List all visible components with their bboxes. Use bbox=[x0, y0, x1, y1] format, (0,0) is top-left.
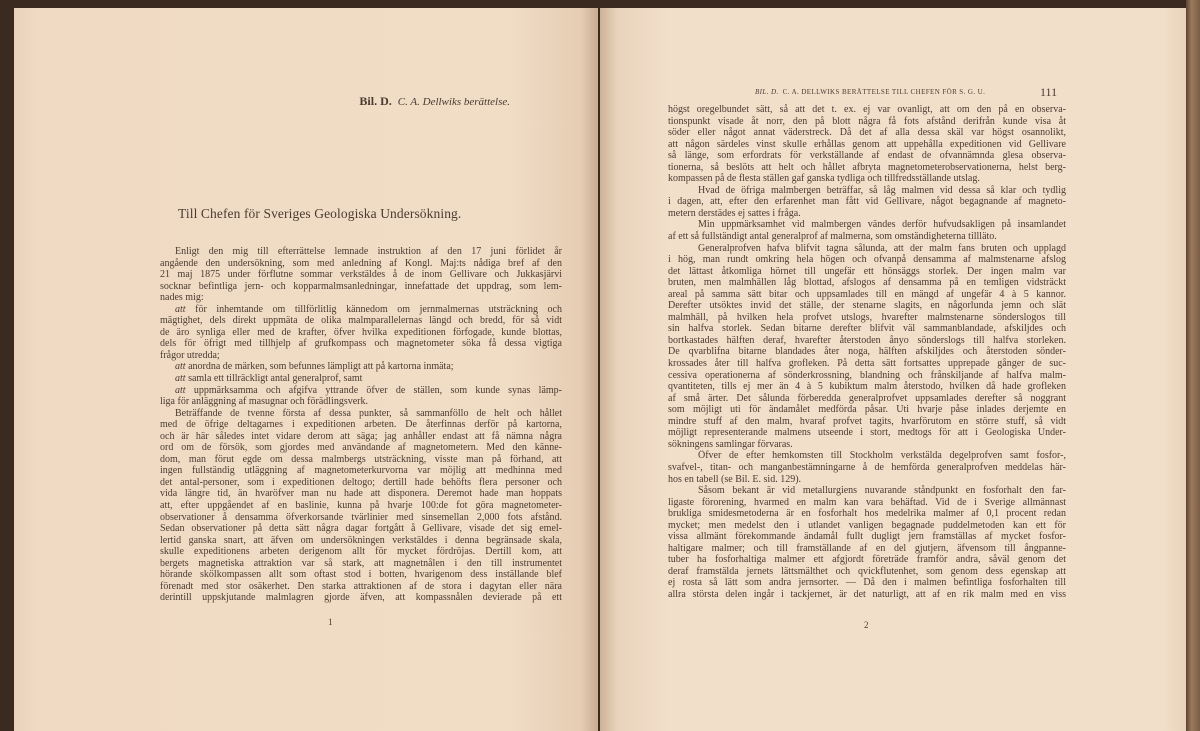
text-line bbox=[160, 385, 562, 397]
running-head bbox=[755, 88, 985, 96]
line-text: areal på samma sätt bitar och uppsamlades till en mängd af ungefär 4 à 5 kannor. bbox=[668, 288, 1066, 300]
line-text: angående den undersökning, som med anledning af Kongl. Maj:ts nådiga bref af den bbox=[160, 257, 562, 269]
letter-title: Till Chefen för Sveriges Geologiska Undersökning. bbox=[178, 206, 462, 221]
line-text: att, efter uppgåendet af en baslinie, kunna på hvarje 100:de fot göra magnetometer- bbox=[160, 500, 562, 512]
line-text: cessiva operationerna af sönderkrossning, blandning och frånskiljande af halfva malm- bbox=[668, 369, 1066, 381]
line-text: hos en tabell (se Bil. E. sid. 129). bbox=[668, 473, 802, 485]
text-line bbox=[668, 173, 1066, 185]
list-lead-word: att bbox=[175, 303, 186, 315]
line-text: ord om de försök, som gjordes med användande af magnetometern. Med den känne- bbox=[160, 442, 562, 454]
text-line bbox=[160, 338, 562, 350]
header-appendix-label: Bil. D. bbox=[359, 94, 392, 108]
line-text: Generalprofven hafva blifvit tagna sålunda, att der malm fans bruten och upplagd bbox=[698, 242, 1066, 254]
line-text: ej rosta så lätt som andra jernsorter. — Då den i malmen befintliga fosforhalten till bbox=[668, 577, 1066, 589]
line-text: Hvad de öfriga malmbergen beträffar, så låg malmen vid dessa så klar och tydlig bbox=[698, 184, 1066, 196]
text-line bbox=[668, 497, 1066, 509]
line-text: i dagen, att, efter den erfarenhet man fått vid Gellivare, något begagnande af magneto- bbox=[668, 196, 1066, 208]
list-lead-word: att bbox=[175, 384, 186, 396]
text-line bbox=[668, 289, 1066, 301]
line-text: 21 maj 1875 under förflutne sommar verkstäldes å de inom Gellivare och Jukkasjärvi bbox=[160, 269, 562, 281]
text-line bbox=[668, 485, 1066, 497]
line-text: frågor utredda; bbox=[160, 349, 220, 361]
line-text: De qvarblifna bitarne blandades åter noga, hälften afskiljdes och återstoden sönder- bbox=[668, 346, 1066, 358]
line-text: i hög, man rundt omkring hela högen och ofvanpå densamma af malmstenarne afslog bbox=[668, 254, 1066, 266]
line-text: hörande skölkompassen allt som oftast stod i botten, hvarigenom dess inställande blef bbox=[160, 569, 562, 581]
text-line bbox=[160, 581, 562, 593]
text-line bbox=[160, 373, 562, 385]
text-line bbox=[160, 500, 562, 512]
line-text: Beträffande de tvenne första af dessa punkter, så sammanföllo de helt och hållet bbox=[175, 407, 562, 419]
text-line bbox=[668, 335, 1066, 347]
text-line bbox=[668, 450, 1066, 462]
line-text: sökningens samlingar förvaras. bbox=[668, 438, 793, 450]
text-line bbox=[668, 381, 1066, 393]
text-line bbox=[668, 474, 1066, 486]
line-text: bergets magnetiska attraktion var så stark, att magnetnålen i den till instrumentet bbox=[160, 557, 562, 569]
text-line bbox=[160, 465, 562, 477]
text-line bbox=[160, 269, 562, 281]
text-line bbox=[668, 127, 1066, 139]
text-line bbox=[668, 589, 1066, 601]
line-text: möjligt representerande malmens utseende i stort, medtogs för att i Geologiska Under- bbox=[668, 427, 1066, 439]
text-line bbox=[668, 462, 1066, 474]
text-line bbox=[160, 431, 562, 443]
text-line bbox=[668, 312, 1066, 324]
line-text: med de öfrige deltagarnes i expeditionen arbeten. De återfinnas derför på kartorna, bbox=[160, 419, 562, 431]
line-text: vida längre tid, än hvaröfver man nu hade att disponera. Deremot hade man hoppats bbox=[160, 488, 562, 500]
line-text: Öfver de efter hemkomsten till Stockholm verkstälda degelprofven samt fosfor-, bbox=[698, 450, 1066, 462]
line-text: qvantiteten, tills ej mer än 4 à 5 kubiktum malm återstodo, hvilken då hade grofleken bbox=[668, 381, 1066, 393]
body-text bbox=[668, 104, 1066, 601]
line-text: söder eller något annat väderstreck. Då det af alla dessa skäl var högst osannolikt, bbox=[668, 127, 1066, 139]
line-text: att någon särdeles vinst skulle erhållas genom att uppehålla expeditionen vid Gellivare bbox=[668, 138, 1066, 150]
text-line bbox=[668, 358, 1066, 370]
line-text: det lättast åtkomliga hörnet till ungefär ett hönsäggs storlek. Der ingen malm var bbox=[668, 265, 1066, 277]
text-line bbox=[160, 569, 562, 581]
line-text: Derefter utsöktes invid det ställe, der stenarne slagits, en någorlunda jemn och slät bbox=[668, 300, 1066, 312]
text-line bbox=[160, 477, 562, 489]
line-text: derintill uppskjutande malmlagren gjorde äfven, att kompassnålen devierade på ett bbox=[160, 592, 562, 604]
text-line bbox=[160, 315, 562, 327]
text-line bbox=[668, 416, 1066, 428]
text-line bbox=[668, 196, 1066, 208]
line-text: skulle expeditionens arbeten derigenom allt för mycket fördröjas. Dertill kom, att bbox=[160, 546, 562, 558]
running-head-appendix: BIL. D. bbox=[755, 88, 779, 96]
line-text: deraf framstälda jernets lättsmälthet och qvickflutenhet, som genom dess egenskap att bbox=[668, 565, 1066, 577]
text-line bbox=[668, 116, 1066, 128]
text-line bbox=[668, 139, 1066, 151]
line-text: och är här således intet vidare derom att säga; jag anhåller endast att få nämna några bbox=[160, 430, 562, 442]
text-line bbox=[160, 327, 562, 339]
line-text: kompassen på de flesta ställen gaf ganska tydliga och tillfredsställande utslag. bbox=[668, 173, 980, 185]
text-line bbox=[160, 246, 562, 258]
text-line bbox=[160, 523, 562, 535]
text-line bbox=[160, 442, 562, 454]
line-text: mägtighet, dels direkt uppmäta de olika malmparallelernas längd och bredd, för så vidt bbox=[160, 315, 562, 327]
header-subtitle: C. A. Dellwiks berättelse. bbox=[397, 96, 510, 108]
text-line bbox=[160, 350, 562, 362]
line-text: af små ärter. Det sålunda förberedda generalprofvet uppsamlades derefter så noggrant bbox=[668, 392, 1066, 404]
folio-number: 111 bbox=[1040, 85, 1058, 99]
text-line bbox=[668, 370, 1066, 382]
line-text: Sedan observationer på detta sätt några dagar fortgått å Gellivare, visade det sig emel- bbox=[160, 523, 562, 535]
text-line bbox=[668, 554, 1066, 566]
line-text: sin halfva storlek. Sedan bitarne derefter blifvit väl sammanblandade, afskiljdes och bbox=[668, 323, 1066, 335]
line-text: metern derstädes ej sattes i fråga. bbox=[668, 207, 801, 219]
line-text: samla ett tillräckligt antal generalprof, samt bbox=[185, 373, 363, 385]
body-text bbox=[160, 246, 562, 604]
text-line bbox=[668, 150, 1066, 162]
text-line bbox=[160, 396, 562, 408]
line-text: mindre stuff af den malm, hvaraf profvet tagits, hvarförutom en större stuff, så vidt bbox=[668, 415, 1066, 427]
text-line bbox=[668, 300, 1066, 312]
line-text: tionspunkt visade åt norr, den på blott några få fots afstånd derifrån kunde visa åt bbox=[668, 115, 1066, 127]
line-text: högst oregelbundet sätt, så att det t. ex. ej var ovanligt, att om den på en observa- bbox=[668, 104, 1066, 115]
text-line bbox=[668, 323, 1066, 335]
page-header bbox=[359, 94, 510, 109]
text-line bbox=[668, 346, 1066, 358]
line-text: det antal-personer, som i expeditionen deltogo; dertill hade behöfts flera personer och bbox=[160, 476, 562, 488]
list-lead-word: att bbox=[175, 373, 186, 385]
line-text: uppmärksamma och afgifva yttrande öfver de ställen, som kunde synas lämp- bbox=[185, 384, 562, 396]
text-line bbox=[668, 566, 1066, 578]
text-line bbox=[668, 531, 1066, 543]
line-text: Min uppmärksamhet vid malmbergen vändes derför hufvudsakligen på insamlandet bbox=[698, 219, 1066, 231]
right-page bbox=[600, 8, 1186, 731]
line-text: som möjligt uti för ändamålet medförda påsar. Uti hvarje påse inlades derjemte en bbox=[668, 404, 1066, 416]
text-line bbox=[668, 439, 1066, 451]
line-text: bruten, men malmhällen låg blottad, afslogos af densamma på en temligen vidsträckt bbox=[668, 277, 1066, 289]
running-head-text: C. A. DELLWIKS BERÄTTELSE TILL CHEFEN FÖR S. G. U. bbox=[782, 88, 986, 96]
line-text: brukliga smidesmetoderna är en fosforhalt hos medelrika malmer af 0,1 procent redan bbox=[668, 508, 1066, 520]
text-line bbox=[160, 304, 562, 316]
text-line bbox=[668, 427, 1066, 439]
line-text: nades mig: bbox=[160, 292, 204, 304]
line-text: tionerna, så beslöts att helt och hållet afbryta magnetometerobservationerna, helst berg- bbox=[668, 161, 1066, 173]
line-text: af ett så fullständigt antal generalprof af malmerna, som omständigheterna tillläto. bbox=[668, 231, 997, 243]
text-line bbox=[668, 577, 1066, 589]
line-text: allra största delen ingår i tackjernet, är det naturligt, att af en rik malm med en viss bbox=[668, 588, 1066, 600]
text-line bbox=[160, 558, 562, 570]
text-line bbox=[668, 219, 1066, 231]
text-line bbox=[668, 162, 1066, 174]
text-line bbox=[160, 281, 562, 293]
line-text: malmhäll, på hvilken hela profvet utslogs, hvarefter malmstenarne sönderslogos till bbox=[668, 311, 1066, 323]
book-cover-edge bbox=[1186, 0, 1200, 731]
line-text: Såsom bekant är vid metallurgiens nuvarande ståndpunkt en fosforhalt den far- bbox=[698, 485, 1066, 497]
text-line bbox=[668, 508, 1066, 520]
line-text: observationer å densamma öfverkorsande tvärlinier med sinsemellan 2,000 fots afstånd. bbox=[160, 511, 562, 523]
text-line bbox=[160, 512, 562, 524]
text-line bbox=[668, 404, 1066, 416]
text-line bbox=[668, 104, 1066, 116]
line-text: dom, man förut egde om dessa malmbergs utsträckning, visste man på förhand, att bbox=[160, 453, 562, 465]
line-text: svafvel-, titan- och manganbestämningarne å de hemförda generalprofven meddelas här- bbox=[668, 461, 1066, 473]
line-text: dels för öfrigt med tillhjelp af grufkompass och magnetometer söka få dessa vigtiga bbox=[160, 338, 562, 350]
line-text: bortkastades hälften deraf, hvarefter återstoden ånyo sönderslogs till halfva storleken. bbox=[668, 334, 1066, 346]
line-text: för inhemtande om tillförlitlig kännedom om jernmalmernas utsträckning och bbox=[185, 303, 562, 315]
line-text: ingen fullständig utläggning af magnetometerkurvorna var möjlig att medhinna med bbox=[160, 465, 562, 477]
list-lead-word: att bbox=[175, 361, 186, 373]
line-text: lertid ganska snart, att äfven om undersökningen verkstäldes i denna begränsade skala, bbox=[160, 534, 562, 546]
line-text: ligaste förorening, hvarmed en malm kan vara behäftad. Vid de i Sverige allmännast bbox=[668, 496, 1066, 508]
line-text: så länge, som erfordrats för verkställande af endast de ofvannämnda glesa observa- bbox=[668, 150, 1066, 162]
text-line bbox=[668, 277, 1066, 289]
line-text: Enligt den mig till efterrättelse lemnade instruktion af den 17 juni förlidet år bbox=[175, 246, 562, 257]
line-text: tuber ha fosforhaltiga malmer ett afgjordt företräde framför andra, såväl genom det bbox=[668, 554, 1066, 566]
line-text: vissa allmänt förekommande ändamål fullt dugligt jern framställas af mycket fosfor- bbox=[668, 531, 1066, 543]
text-line bbox=[668, 231, 1066, 243]
text-line bbox=[668, 243, 1066, 255]
text-line bbox=[668, 393, 1066, 405]
line-text: socknar befintliga jern- och kopparmalmsanledningar, innefattade det uppdrag, som lem- bbox=[160, 280, 562, 292]
text-line bbox=[160, 258, 562, 270]
page-number: 2 bbox=[864, 620, 869, 630]
text-line bbox=[668, 266, 1066, 278]
text-line bbox=[160, 408, 562, 420]
text-line bbox=[668, 254, 1066, 266]
line-text: krossades åter till halfva grofleken. På detta sätt fortsattes upprepade gånger de suc- bbox=[668, 358, 1066, 370]
text-line bbox=[668, 520, 1066, 532]
line-text: liga för anläggning af masugnar och förädlingsverk. bbox=[160, 396, 368, 408]
text-line bbox=[160, 488, 562, 500]
text-line bbox=[668, 185, 1066, 197]
text-line bbox=[160, 535, 562, 547]
text-line bbox=[160, 454, 562, 466]
text-line bbox=[160, 592, 562, 604]
left-page bbox=[14, 8, 598, 731]
page-number: 1 bbox=[328, 617, 333, 627]
text-line bbox=[160, 546, 562, 558]
text-line bbox=[160, 292, 562, 304]
line-text: anordna de märken, som befunnes lämpligt att på kartorna inmäta; bbox=[185, 361, 454, 373]
line-text: de äro synliga eller med de krafter, öfver hvilka expeditionen förfogade, kunde blottas, bbox=[160, 326, 562, 338]
text-line bbox=[668, 208, 1066, 220]
line-text: haltigare malmer; och till framställande af en del gjutjern, äfvensom till ångpanne- bbox=[668, 542, 1066, 554]
line-text: mycket; men medelst den i utlandet vanligen begagnade puddelmetoden kan ett för bbox=[668, 519, 1066, 531]
line-text: förenadt med stor osäkerhet. Den starka attraktionen af de stora i dagytan eller nära bbox=[160, 580, 562, 592]
text-line bbox=[668, 543, 1066, 555]
text-line bbox=[160, 419, 562, 431]
text-line bbox=[160, 361, 562, 373]
